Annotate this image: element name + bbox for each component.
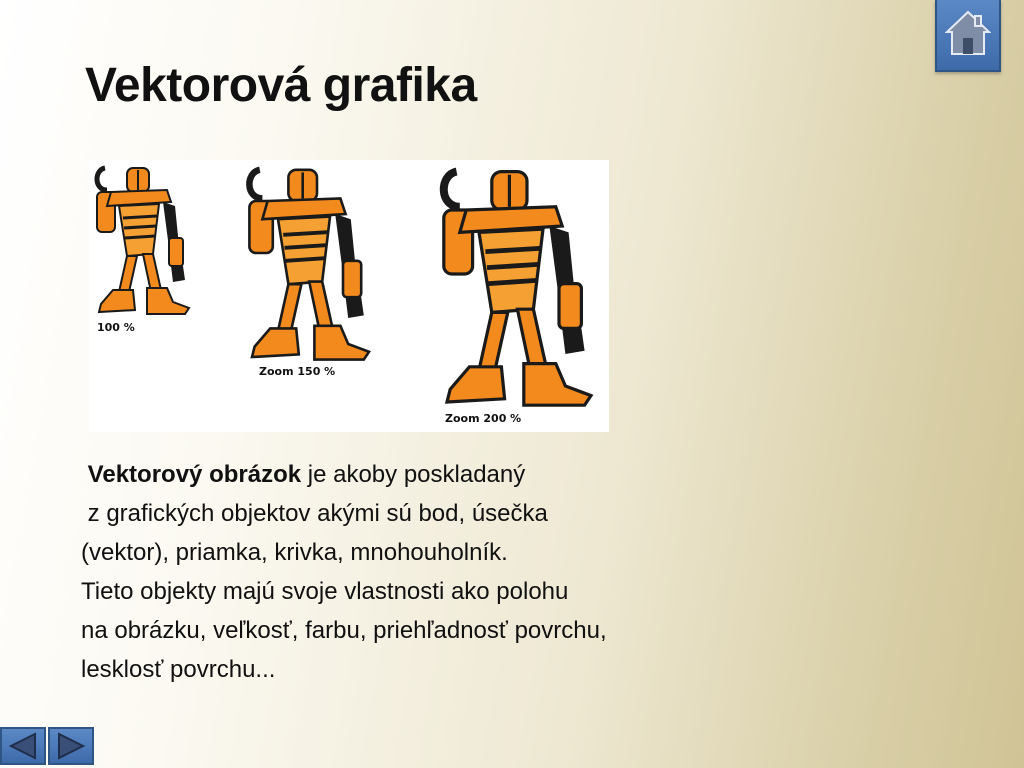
body-line-6: lesklosť povrchu...	[81, 656, 276, 683]
robot-100-percent	[97, 168, 189, 314]
slide-navigation	[0, 727, 96, 767]
slide-title: Vektorová grafika	[85, 59, 477, 112]
body-line-1	[81, 455, 801, 494]
body-bold-lead: Vektorový obrázok	[87, 461, 302, 488]
slide-body	[81, 455, 801, 689]
body-line-3: (vektor), priamka, krivka, mnohouholník.	[81, 539, 508, 566]
caption-100: 100 %	[97, 321, 135, 334]
next-slide-button[interactable]	[48, 727, 94, 765]
robot-zoom-illustration	[89, 160, 609, 432]
triangle-right-icon	[55, 732, 87, 760]
robot-150-percent	[249, 170, 369, 360]
body-line-1-rest: je akoby poskladaný	[301, 461, 526, 488]
house-icon	[945, 8, 991, 62]
robot-200-percent	[444, 172, 591, 406]
home-button[interactable]	[935, 0, 1001, 72]
body-line-4: Tieto objekty majú svoje vlastnosti ako polohu	[81, 578, 569, 605]
body-line-5: na obrázku, veľkosť, farbu, priehľadnosť povrchu,	[81, 617, 607, 644]
caption-200: Zoom 200 %	[445, 412, 522, 425]
body-line-2: z grafických objektov akými sú bod, úsečka	[81, 500, 548, 527]
caption-150: Zoom 150 %	[259, 365, 336, 378]
previous-slide-button[interactable]	[0, 727, 46, 765]
triangle-left-icon	[7, 732, 39, 760]
